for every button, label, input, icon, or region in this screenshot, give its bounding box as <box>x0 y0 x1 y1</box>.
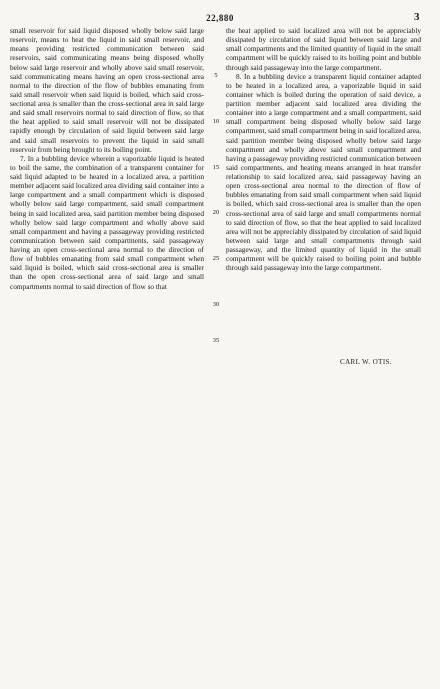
claim-7: 7. In a bubbling device wherein a vaporizable liquid is heated to boil the same, the combination of a transparent container for said liquid adapted to be heated in a localized area, a partition member adjacent said localized area dividing said container into a large compartment and a small compartment which is disposed wholly below said large compartment, said small compartment being in said localized area, said partition member being disposed wholly below said large compartment and wholly above said small compartment and having a passageway providing restricted communication between said compartments, said passageway having an open cross-sectional area normal to the direction of flow of bubbles emanating from said small compartment when said liquid is boiled, which said cross-sectional area is smaller than the open cross-sectional area of said large and small compartments normal to said direction of flow so that <box>10 153 204 291</box>
line-number-15: 15 <box>212 164 220 171</box>
line-number-25: 25 <box>212 255 220 262</box>
inventor-signature: CARL W. OTIS. <box>340 358 393 366</box>
right-column <box>226 26 421 272</box>
claim-continuation-right: the heat applied to said localized area will not be appreciably dissipated by circulation of said liquid between said large and small compartments and the limited quantity of liquid in the small compartment will be quickly raised to its boiling point and bubble through said passageway into the large compartment. <box>226 26 421 72</box>
claim-continuation-left: small reservoir for said liquid disposed wholly below said large reservoir, means to heat the liquid in said small reservoir, and means providing restricted communication between said reservoirs, said communicating means being disposed wholly below said large reservoir and wholly above said small reservoir, said communicating means having an open cross-sectional area normal to the direction of the flow of bubbles emanating from said small reservoir when said liquid is boiled, which said cross-sectional area is smaller than the cross-sectional area in said large and said small reservoirs normal to said direction of flow, so that the heat applied to said small reservoir will not be dissipated rapidly enough by circulation of said liquid between said large and said small reservoirs to prevent the liquid in said small reservoir from being brought to its boiling point. <box>10 26 204 154</box>
line-number-5: 5 <box>214 72 218 79</box>
line-number-35: 35 <box>212 337 220 344</box>
line-number-10: 10 <box>212 118 220 125</box>
line-number-30: 30 <box>212 301 220 308</box>
left-column <box>10 26 204 291</box>
claim-8: 8. In a bubbling device a transparent liquid container adapted to be heated in a localized area, a vaporizable liquid in said container which is boiled during the operation of said device, a partition member adjacent said localized area dividing the container into a large compartment and a small compartment, said small compartment being disposed wholly below said large compartment, said small compartment being in said localized area, said partition member being disposed wholly below said large compartment and wholly above said small compartment and having a passageway providing restricted communication between said compartments, and heating means arranged in heat transfer relationship to said localized area, said passageway having an open cross-sectional area normal to the direction of flow of bubbles emanating from said small compartment when said liquid is boiled, which said cross-sectional area is smaller than the open cross-sectional area of said large and small compartments normal to said direction of flow, so that the heat applied to said localized area will not be appreciably dissipated by circulation of said liquid between said large and small compartments through said passageway, and the limited quantity of liquid in the small compartment will be quickly raised to boiling point and bubble through said passageway into the large compartment. <box>226 71 421 273</box>
patent-number: 22,880 <box>206 13 234 23</box>
page-number: 3 <box>414 11 420 23</box>
line-number-20: 20 <box>212 209 220 216</box>
